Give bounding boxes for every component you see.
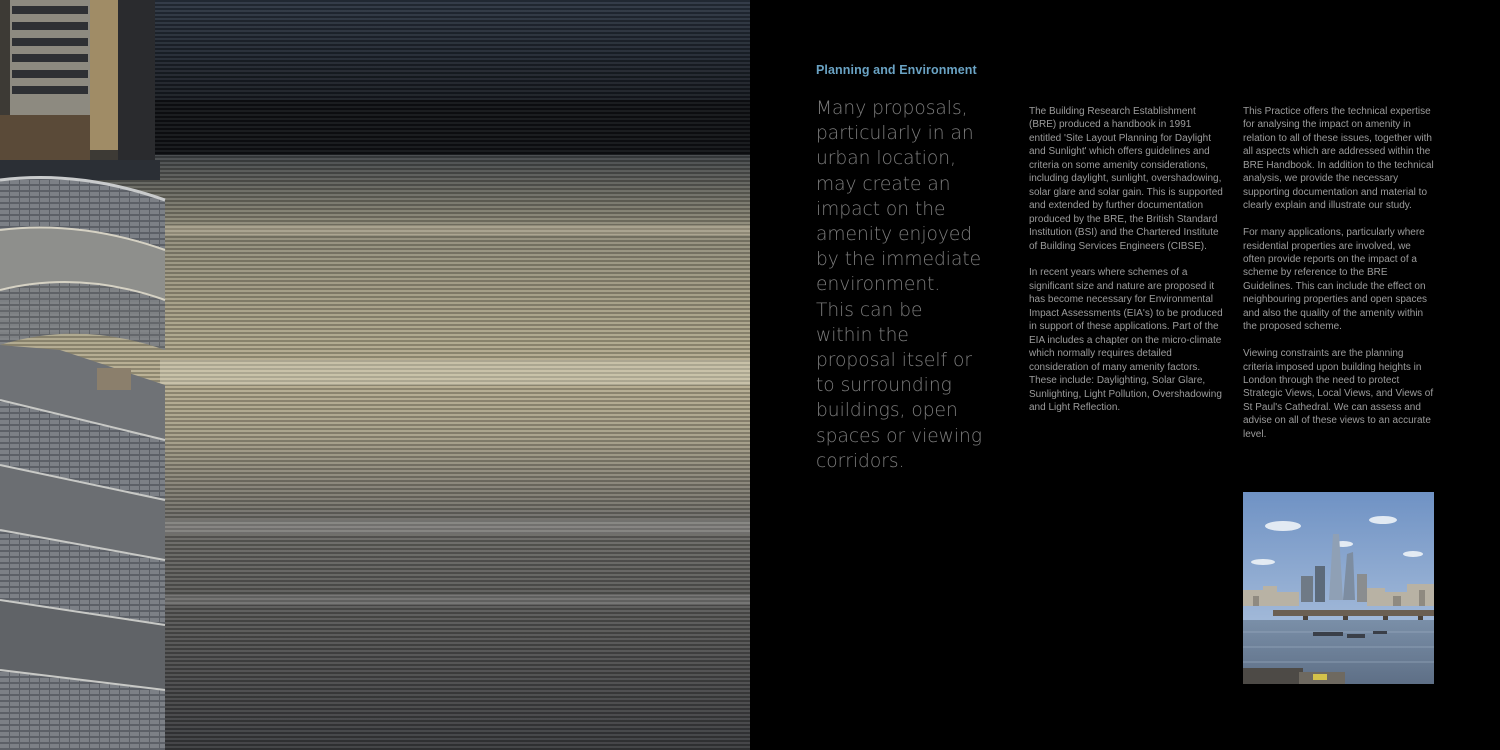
paragraph: This Practice offers the technical expertise for analysing the impact on amenity in relation to all of these issues, together with all aspects which are addressed within the BRE Handbook. In addition to the technical analysis, we provide the necessary supporting documentation and material to clearly explain and illustrate our study. [1243, 106, 1434, 212]
paragraph: Viewing constraints are the planning criteria imposed upon building heights in London through the need to protect Strategic Views, Local Views, and Views of St Paul's Cathedral. We can assess and advise on all of these views to an accurate level. [1243, 348, 1434, 440]
london-skyline-illustration [1243, 492, 1434, 684]
text-page [750, 0, 1500, 750]
body-column-1 [1029, 105, 1224, 428]
body-column-2 [1243, 105, 1435, 455]
intro-statement: Many proposals, particularly in an urban location, may create an impact on the amenity enjoyed by the immediate environment. This can be within the proposal itself or to surrounding buildings, open spaces or viewing corridors. [816, 98, 983, 472]
paragraph: In recent years where schemes of a significant size and nature are proposed it has become necessary for Environmental Impact Assessments (EIA's) to be produced in support of these applications. Part of the EIA includes a chapter on the micro-climate which normally requires detailed consideration of many amenity factors. These include: Daylighting, Solar Glare, Sunlighting, Light Pollution, Overshadowing and Light Reflection. [1029, 267, 1223, 413]
london-skyline-photo [1243, 492, 1434, 684]
section-heading: Planning and Environment [816, 63, 977, 77]
paragraph: The Building Research Establishment (BRE) produced a handbook in 1991 entitled 'Site Layout Planning for Daylight and Sunlight' which offers guidelines and criteria on some amenity considerations, including daylight, sunlight, overshadowing, solar glare and solar gain. This is supported and extended by further documentation produced by the BRE, the British Standard Institution (BSI) and the Chartered Institute of Building Services Engineers (CIBSE). [1029, 106, 1223, 252]
paragraph: For many applications, particularly where residential properties are involved, we often provide reports on the impact of a scheme by reference to the BRE Guidelines. This can include the effect on neighbouring properties and open spaces and also the quality of the amenity within the proposed scheme. [1243, 227, 1428, 333]
